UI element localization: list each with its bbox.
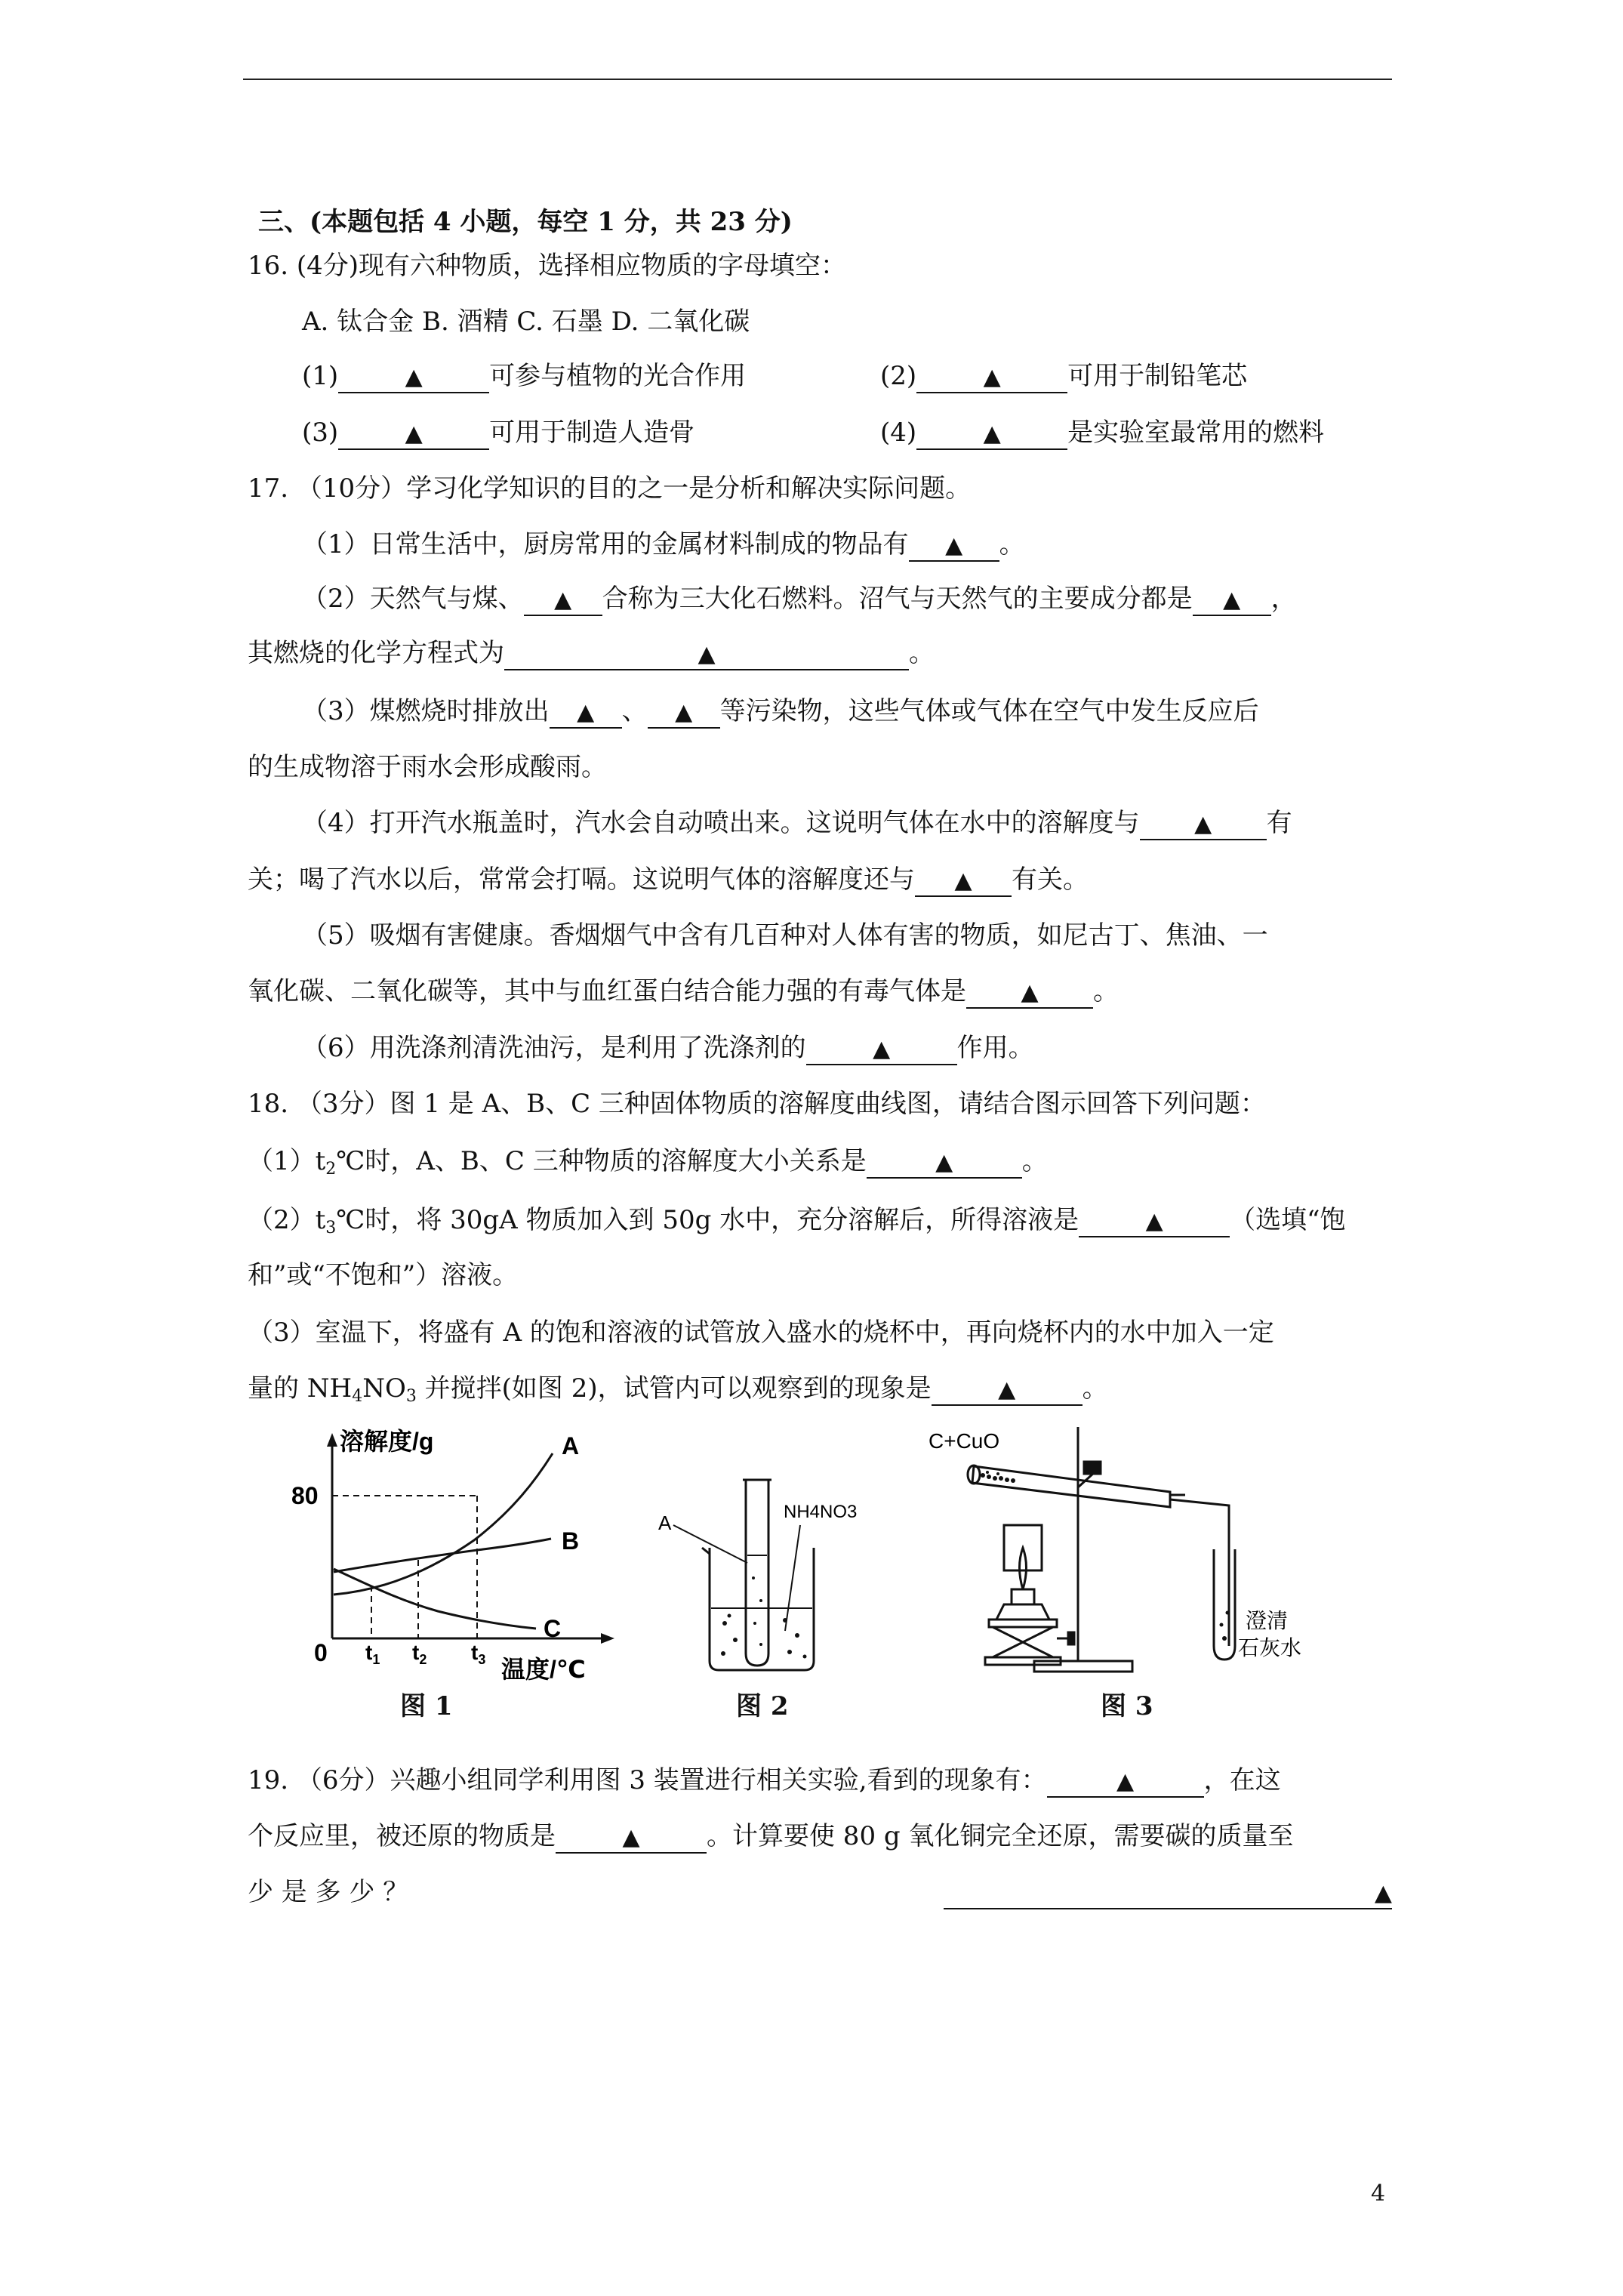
t1-label: $t_1$ <box>365 1641 380 1667</box>
y-tick-80: 80 <box>291 1482 319 1509</box>
answer-blank[interactable]: ▲ <box>1047 1766 1204 1798</box>
t2-label: $t_2$ <box>412 1641 427 1667</box>
answer-blank[interactable]: ▲ <box>504 639 909 670</box>
page-number: 4 <box>1371 2180 1386 2207</box>
y-axis-arrow <box>327 1433 337 1447</box>
figure-2-caption: 图 2 <box>736 1691 789 1721</box>
answer-blank[interactable]: ▲ <box>1193 584 1271 616</box>
clamp <box>1084 1462 1101 1474</box>
q18-part-1: $(1)t_2℃$时，A、B、C 三种物质的溶解度大小关系是 ▲ 。 <box>248 1146 1048 1179</box>
x-axis-arrow <box>601 1633 614 1644</box>
label-nh4no3: NH4NO3 <box>784 1502 858 1522</box>
label-limewater-2: 石灰水 <box>1238 1636 1302 1660</box>
q18-part-2: $(2)t_3℃$时，将 30gA 物质加入到 50g 水中，充分溶解后，所得溶液是 ▲ （选填“饱 <box>248 1205 1346 1237</box>
alcohol-lamp <box>996 1604 1049 1620</box>
powder <box>981 1471 1015 1483</box>
figure-3-caption: 图 3 <box>1101 1691 1153 1721</box>
section-heading: 三、(本题包括 4 小题，每空 1 分，共 23 分) <box>258 207 793 237</box>
q17-part-6: （6）用洗涤剂清洗油污，是利用了洗涤剂的 ▲ 作用。 <box>302 1031 1034 1065</box>
answer-blank[interactable]: ▲ <box>524 584 602 616</box>
label-a: A <box>658 1512 672 1534</box>
q18-part-3-cont: 量的 $NH_4NO_3$ 并搅拌(如图 2)，试管内可以观察到的现象是 ▲ 。 <box>248 1373 1108 1406</box>
answer-blank[interactable]: ▲ <box>916 418 1067 450</box>
q19-answer-line <box>944 1875 1392 1909</box>
q17-part-5: （5）吸烟有害健康。香烟烟气中含有几百种对人体有害的物质，如尼古丁、焦油、一 <box>302 920 1268 951</box>
q17-part-5-cont: 氧化碳、二氧化碳等，其中与血红蛋白结合能力强的有毒气体是 ▲ 。 <box>248 975 1119 1009</box>
q16-item-2: (2) ▲ 可用于制铅笔芯 <box>880 359 1247 393</box>
header-rule <box>243 79 1392 80</box>
stand-base <box>1034 1661 1132 1672</box>
label-c-cuo: C+CuO <box>929 1429 1000 1453</box>
q16-item-3: (3) ▲ 可用于制造人造骨 <box>302 416 694 450</box>
curve-c <box>334 1569 536 1629</box>
answer-blank[interactable]: ▲ <box>966 977 1093 1009</box>
q17-part-1: （1）日常生活中，厨房常用的金属材料制成的物品有 ▲ 。 <box>302 528 1025 562</box>
answer-blank[interactable]: ▲ <box>338 362 489 393</box>
answer-blank[interactable]: ▲ <box>806 1034 957 1065</box>
answer-blank[interactable]: ▲ <box>550 697 622 729</box>
answer-blank[interactable]: ▲ <box>648 697 720 729</box>
x-axis-label: 温度/℃ <box>501 1656 586 1683</box>
curve-a <box>334 1453 553 1595</box>
label-limewater-1: 澄清 <box>1246 1609 1289 1632</box>
answer-blank[interactable]: ▲ <box>1140 809 1267 840</box>
q17-part-3-cont: 的生成物溶于雨水会形成酸雨。 <box>248 752 607 782</box>
curve-a-label: A <box>562 1432 580 1459</box>
answer-blank[interactable]: ▲ <box>1079 1206 1230 1237</box>
q16-item-4: (4) ▲ 是实验室最常用的燃料 <box>880 416 1324 450</box>
y-axis-label: 溶解度/g <box>340 1428 434 1455</box>
test-tube <box>746 1480 768 1666</box>
q17-part-4-cont: 关；喝了汽水以后，常常会打嗝。这说明气体的溶解度还与 ▲ 有关。 <box>248 863 1089 897</box>
q17-part-3: （3）煤燃烧时排放出 ▲ 、 ▲ 等污染物，这些气体或气体在空气中发生反应后 <box>302 695 1259 729</box>
q17-part-2-cont: 其燃烧的化学方程式为 ▲ 。 <box>248 636 935 670</box>
q16-item-1: (1) ▲ 可参与植物的光合作用 <box>302 359 746 393</box>
answer-blank[interactable]: ▲ <box>944 1878 1392 1909</box>
figure-2-beaker <box>657 1472 898 1684</box>
t3-label: $t_3$ <box>471 1641 486 1667</box>
q17-part-2: （2）天然气与煤、 ▲ 合称为三大化石燃料。沼气与天然气的主要成分都是 ▲ ， <box>302 582 1297 616</box>
q19-part-3: 少 是 多 少 ？ <box>248 1877 409 1907</box>
figure-3-apparatus <box>913 1419 1306 1691</box>
answer-blank[interactable]: ▲ <box>556 1822 707 1854</box>
q19-part-2: 个反应里，被还原的物质是 ▲ 。计算要使 80 g 氧化铜完全还原，需要碳的质量至 <box>248 1820 1293 1854</box>
q18-part-3: （3）室温下，将盛有 A 的饱和溶液的试管放入盛水的烧杯中，再向烧杯内的水中加入一定 <box>248 1318 1274 1348</box>
q17-part-4: （4）打开汽水瓶盖时，汽水会自动喷出来。这说明气体在水中的溶解度与 ▲ 有 <box>302 806 1292 840</box>
curve-b-label: B <box>562 1527 580 1555</box>
curve-b <box>334 1539 551 1572</box>
q19-part-1: 19. （6分）兴趣小组同学利用图 3 装置进行相关实验,看到的现象有： ▲ ，在这 <box>248 1764 1281 1798</box>
reaction-tube <box>972 1466 1170 1507</box>
limewater-tube <box>1214 1549 1235 1660</box>
salt-leader <box>785 1525 800 1631</box>
q18-part-2-cont: 和”或“不饱和”）溶液。 <box>248 1260 519 1290</box>
bubbles <box>721 1576 807 1659</box>
q18-stem: 18. （3分）图 1 是 A、B、C 三种固体物质的溶解度曲线图，请结合图示回答下列问题： <box>248 1089 1266 1119</box>
figure-1-solubility-graph <box>287 1419 634 1691</box>
answer-blank[interactable]: ▲ <box>338 418 489 450</box>
q16-options: A. 钛合金 B. 酒精 C. 石墨 D. 二氧化碳 <box>302 307 750 337</box>
answer-blank[interactable]: ▲ <box>915 865 1012 897</box>
answer-blank[interactable]: ▲ <box>867 1147 1022 1179</box>
answer-blank[interactable]: ▲ <box>909 530 999 562</box>
figure-1-caption: 图 1 <box>400 1691 453 1721</box>
origin-label: 0 <box>314 1639 328 1666</box>
answer-blank[interactable]: ▲ <box>932 1374 1083 1406</box>
curve-c-label: C <box>544 1615 562 1642</box>
answer-blank[interactable]: ▲ <box>916 362 1067 393</box>
q16-stem: 16. (4分)现有六种物质，选择相应物质的字母填空： <box>248 251 847 281</box>
q17-stem: 17. （10分）学习化学知识的目的之一是分析和解决实际问题。 <box>248 473 972 504</box>
